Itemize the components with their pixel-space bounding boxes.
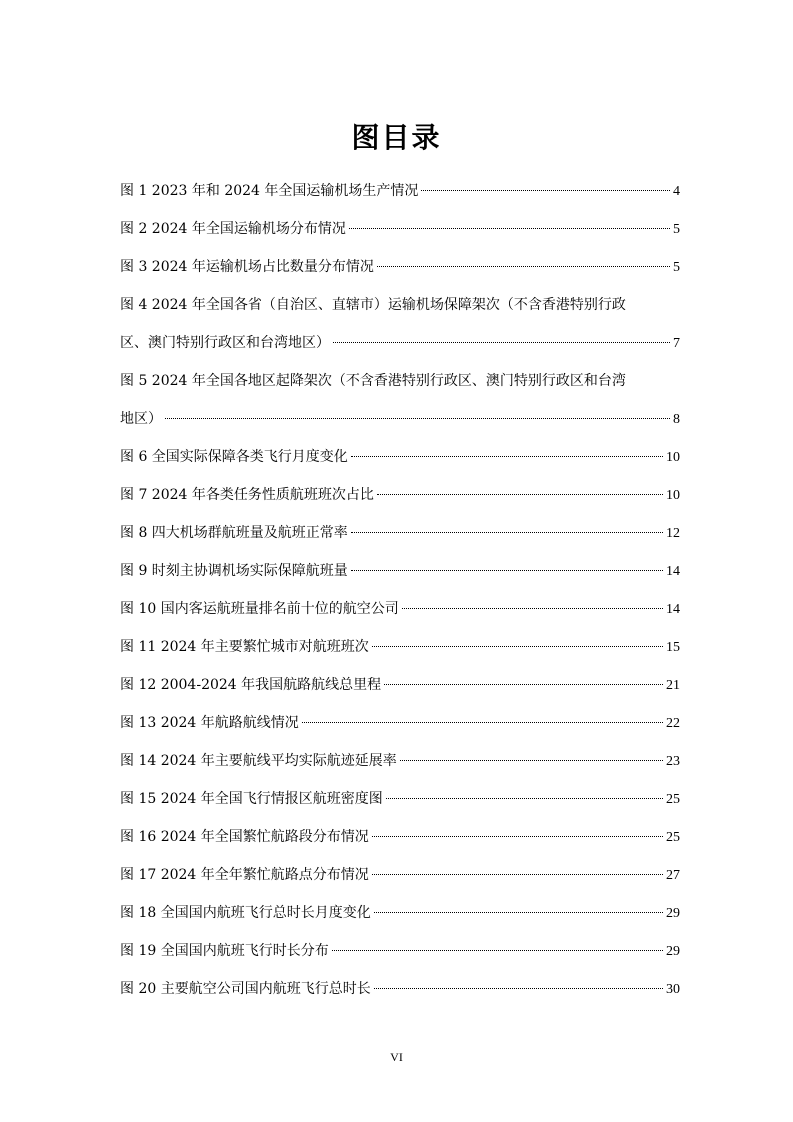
toc-entry-label: 图 3 2024 年运输机场占比数量分布情况 <box>120 259 374 275</box>
dot-leader <box>421 190 670 191</box>
toc-entry-label: 图 14 2024 年主要航线平均实际航迹延展率 <box>120 753 397 769</box>
toc-entry-label: 图 17 2024 年全年繁忙航路点分布情况 <box>120 867 369 883</box>
toc-entry-label: 图 6 全国实际保障各类飞行月度变化 <box>120 449 348 465</box>
toc-entry[interactable] <box>120 628 680 666</box>
toc-entry-page: 22 <box>666 716 680 731</box>
toc-entry[interactable] <box>120 514 680 552</box>
dot-leader <box>377 266 670 267</box>
dot-leader <box>400 760 663 761</box>
dot-leader <box>351 456 663 457</box>
toc-entry-label: 图 8 四大机场群航班量及航班正常率 <box>120 525 348 541</box>
toc-entry[interactable] <box>120 324 680 362</box>
toc-entry-page: 23 <box>666 754 680 769</box>
toc-entry-label: 图 16 2024 年全国繁忙航路段分布情况 <box>120 829 369 845</box>
dot-leader <box>332 950 663 951</box>
toc-entry-page: 29 <box>666 944 680 959</box>
toc-entry-first-line[interactable]: 图 5 2024 年全国各地区起降架次（不含香港特别行政区、澳门特别行政区和台湾 <box>120 373 626 389</box>
dot-leader <box>386 798 663 799</box>
toc-entry-label: 图 19 全国国内航班飞行时长分布 <box>120 943 329 959</box>
toc-entry-label: 地区） <box>120 411 162 427</box>
toc-entry-page: 10 <box>666 450 680 465</box>
dot-leader <box>384 684 663 685</box>
dot-leader <box>351 532 663 533</box>
toc-entry-page: 15 <box>666 640 680 655</box>
toc-entry-label: 图 1 2023 年和 2024 年全国运输机场生产情况 <box>120 183 419 199</box>
toc-entry[interactable] <box>120 970 680 1008</box>
toc-entry-first-line[interactable]: 图 4 2024 年全国各省（自治区、直辖市）运输机场保障架次（不含香港特别行政 <box>120 297 626 313</box>
toc-entry-label: 图 10 国内客运航班量排名前十位的航空公司 <box>120 601 399 617</box>
toc-entry[interactable] <box>120 894 680 932</box>
toc-entry-page: 14 <box>666 602 680 617</box>
toc-entry-page: 8 <box>673 412 680 427</box>
toc-entry[interactable] <box>120 932 680 970</box>
toc-entry-label: 图 11 2024 年主要繁忙城市对航班班次 <box>120 639 369 655</box>
toc-entry[interactable] <box>120 172 680 210</box>
dot-leader <box>377 494 663 495</box>
toc-entry[interactable] <box>120 552 680 590</box>
dot-leader <box>349 228 670 229</box>
toc-entry-page: 30 <box>666 982 680 997</box>
toc-entry[interactable] <box>120 400 680 438</box>
toc-entry-label: 图 9 时刻主协调机场实际保障航班量 <box>120 563 348 579</box>
toc-entry-label: 图 20 主要航空公司国内航班飞行总时长 <box>120 981 371 997</box>
dot-leader <box>302 722 663 723</box>
toc-entry[interactable] <box>120 856 680 894</box>
figure-list <box>120 172 680 1008</box>
toc-entry-page: 4 <box>673 184 680 199</box>
toc-entry-page: 27 <box>666 868 680 883</box>
toc-entry-label: 图 12 2004-2024 年我国航路航线总里程 <box>120 677 382 693</box>
toc-entry-page: 14 <box>666 564 680 579</box>
toc-entry[interactable] <box>120 476 680 514</box>
toc-entry[interactable] <box>120 704 680 742</box>
toc-entry[interactable] <box>120 590 680 628</box>
toc-entry-label: 图 2 2024 年全国运输机场分布情况 <box>120 221 346 237</box>
toc-entry-page: 25 <box>666 830 680 845</box>
toc-entry-page: 29 <box>666 906 680 921</box>
dot-leader <box>374 912 663 913</box>
toc-entry[interactable] <box>120 780 680 818</box>
dot-leader <box>333 342 670 343</box>
dot-leader <box>372 646 663 647</box>
toc-entry-page: 21 <box>666 678 680 693</box>
toc-entry[interactable] <box>120 210 680 248</box>
toc-entry-label: 图 15 2024 年全国飞行情报区航班密度图 <box>120 791 383 807</box>
toc-entry-page: 12 <box>666 526 680 541</box>
toc-entry-page: 5 <box>673 222 680 237</box>
toc-entry-label: 区、澳门特别行政区和台湾地区） <box>120 335 330 351</box>
toc-entry[interactable] <box>120 438 680 476</box>
dot-leader <box>402 608 663 609</box>
toc-entry[interactable] <box>120 742 680 780</box>
dot-leader <box>165 418 670 419</box>
toc-entry[interactable] <box>120 248 680 286</box>
toc-entry-page: 10 <box>666 488 680 503</box>
page-number: VI <box>390 1050 403 1064</box>
dot-leader <box>351 570 663 571</box>
toc-entry[interactable] <box>120 666 680 704</box>
toc-entry-label: 图 7 2024 年各类任务性质航班班次占比 <box>120 487 374 503</box>
toc-entry-page: 7 <box>673 336 680 351</box>
toc-entry-page: 5 <box>673 260 680 275</box>
page-title: 图目录 <box>351 121 442 154</box>
dot-leader <box>374 988 663 989</box>
toc-entry-page: 25 <box>666 792 680 807</box>
toc-entry-label: 图 13 2024 年航路航线情况 <box>120 715 299 731</box>
toc-entry-label: 图 18 全国国内航班飞行总时长月度变化 <box>120 905 371 921</box>
toc-entry[interactable] <box>120 818 680 856</box>
dot-leader <box>372 836 663 837</box>
dot-leader <box>372 874 663 875</box>
